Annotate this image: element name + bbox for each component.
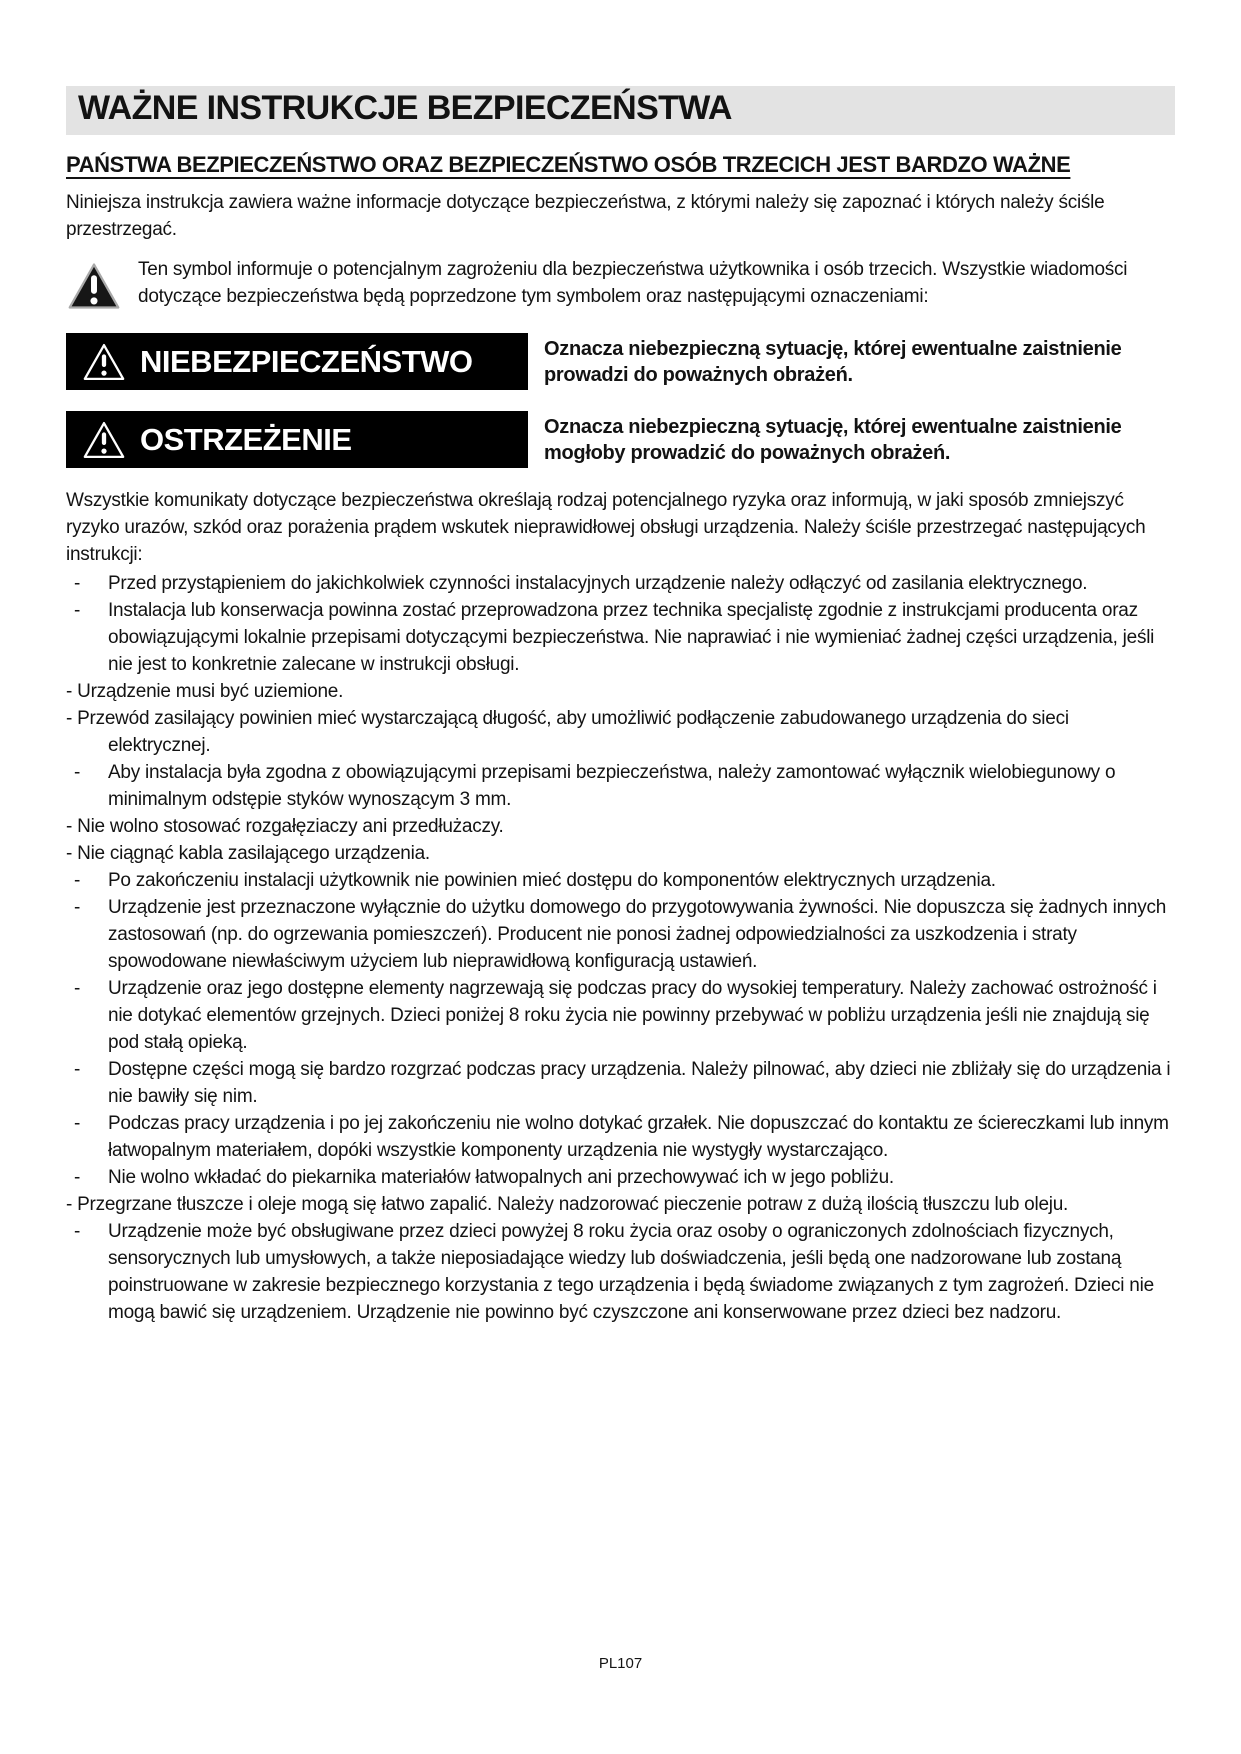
warning-triangle-outline-icon <box>81 419 127 461</box>
symbol-note-row <box>66 256 1175 312</box>
warning-triangle-outline-icon <box>81 341 127 383</box>
safety-item: - Przewód zasilający powinien mieć wystarczającą długość, aby umożliwić podłączenie zabudowanego urządzenia do sieci elektrycznej. <box>66 705 1175 759</box>
warning-banner-description: Oznacza niebezpieczną sytuację, której ewentualne zaistnienie mogłoby prowadzić do poważnych obrażeń. <box>544 415 1122 464</box>
danger-banner-label: NIEBEZPIECZEŃSTWO <box>140 343 473 379</box>
warning-banner-row <box>66 411 1175 468</box>
warning-banner <box>66 411 528 468</box>
safety-item: - Urządzenie może być obsługiwane przez dzieci powyżej 8 roku życia oraz osoby o ograniczonych zdolnościach fizycznych, sensorycznych lub umysłowych, a także nieposiadające wiedzy lub doświadczenia, jeśli będą one nadzorowane lub zostaną poinstruowane w zakresie bezpiecznego korzystania z tego urządzenia i będą świadome związanych z tym zagrożeń. Dzieci nie mogą bawić się urządzeniem. Urządzenie nie powinno być czyszczone ani konserwowane przez dzieci bez nadzoru. <box>66 1218 1175 1326</box>
safety-item: - Po zakończeniu instalacji użytkownik nie powinien mieć dostępu do komponentów elektrycznych urządzenia. <box>66 867 1175 894</box>
safety-item: - Urządzenie jest przeznaczone wyłącznie do użytku domowego do przygotowywania żywności. Nie dopuszcza się żadnych innych zastosowań (np. do ogrzewania pomieszczeń). Producent nie ponosi żadnej odpowiedzialności za uszkodzenia i straty spowodowane niewłaściwym użyciem lub nieprawidłową konfiguracją ustawień. <box>66 894 1175 975</box>
safety-item: - Nie wolno stosować rozgałęziaczy ani przedłużaczy. <box>66 813 1175 840</box>
section-subtitle: PAŃSTWA BEZPIECZEŃSTWO ORAZ BEZPIECZEŃSTWO OSÓB TRZECICH JEST BARDZO WAŻNE <box>66 152 1071 177</box>
safety-item: - Urządzenie musi być uziemione. <box>66 678 1175 705</box>
safety-item: - Instalacja lub konserwacja powinna zostać przeprowadzona przez technika specjalistę zgodnie z instrukcjami producenta oraz obowiązującymi lokalnie przepisami dotyczącymi bezpieczeństwa. Nie naprawiać i nie wymieniać żadnej części urządzenia, jeśli nie jest to konkretnie zalecane w instrukcji obsługi. <box>66 597 1175 678</box>
warning-banner-label: OSTRZEŻENIE <box>140 421 352 457</box>
danger-banner <box>66 333 528 390</box>
danger-banner-description: Oznacza niebezpieczną sytuację, której ewentualne zaistnienie prowadzi do poważnych obrażeń. <box>544 337 1122 386</box>
safety-item: - Dostępne części mogą się bardzo rozgrzać podczas pracy urządzenia. Należy pilnować, aby dzieci nie zbliżały się do urządzenia i nie bawiły się nim. <box>66 1056 1175 1110</box>
warning-triangle-filled-icon <box>66 260 122 312</box>
symbol-note: Ten symbol informuje o potencjalnym zagrożeniu dla bezpieczeństwa użytkownika i osób trzecich. Wszystkie wiadomości dotyczące bezpieczeństwa będą poprzedzone tym symbolem oraz następującymi oznaczeniami: <box>138 259 1128 307</box>
title-bar <box>66 86 1175 135</box>
page-title: WAŻNE INSTRUKCJE BEZPIECZEŃSTWA <box>78 89 732 127</box>
safety-item: - Aby instalacja była zgodna z obowiązującymi przepisami bezpieczeństwa, należy zamontować wyłącznik wielobiegunowy o minimalnym odstępie styków wynoszącym 3 mm. <box>66 759 1175 813</box>
safety-item: - Przegrzane tłuszcze i oleje mogą się łatwo zapalić. Należy nadzorować pieczenie potraw z dużą ilością tłuszczu lub oleju. <box>66 1191 1175 1218</box>
safety-item: - Urządzenie oraz jego dostępne elementy nagrzewają się podczas pracy do wysokiej temperatury. Należy zachować ostrożność i nie dotykać elementów grzejnych. Dzieci poniżej 8 roku życia nie powinny przebywać w pobliżu urządzenia jeśli nie znajdują się pod stałą opieką. <box>66 975 1175 1056</box>
safety-instructions-list <box>66 570 1175 1326</box>
intro-paragraph: Niniejsza instrukcja zawiera ważne informacje dotyczące bezpieczeństwa, z którymi należy się zapoznać i których należy ściśle przestrzegać. <box>66 192 1105 240</box>
messages-intro-paragraph: Wszystkie komunikaty dotyczące bezpieczeństwa określają rodzaj potencjalnego ryzyka oraz informują, w jaki sposób zmniejszyć ryzyko urazów, szkód oraz porażenia prądem wskutek nieprawidłowej obsługi urządzenia. Należy ściśle przestrzegać następujących instrukcji: <box>66 490 1146 565</box>
safety-item: - Nie ciągnąć kabla zasilającego urządzenia. <box>66 840 1175 867</box>
danger-banner-row <box>66 333 1175 390</box>
page-number: PL107 <box>598 1655 643 1672</box>
safety-item: - Podczas pracy urządzenia i po jej zakończeniu nie wolno dotykać grzałek. Nie dopuszczać do kontaktu ze ściereczkami lub innym łatwopalnym materiałem, dopóki wszystkie komponenty urządzenia nie wystygły wystarczająco. <box>66 1110 1175 1164</box>
safety-item: - Przed przystąpieniem do jakichkolwiek czynności instalacyjnych urządzenie należy odłączyć od zasilania elektrycznego. <box>66 570 1175 597</box>
safety-item: - Nie wolno wkładać do piekarnika materiałów łatwopalnych ani przechowywać ich w jego pobliżu. <box>66 1164 1175 1191</box>
